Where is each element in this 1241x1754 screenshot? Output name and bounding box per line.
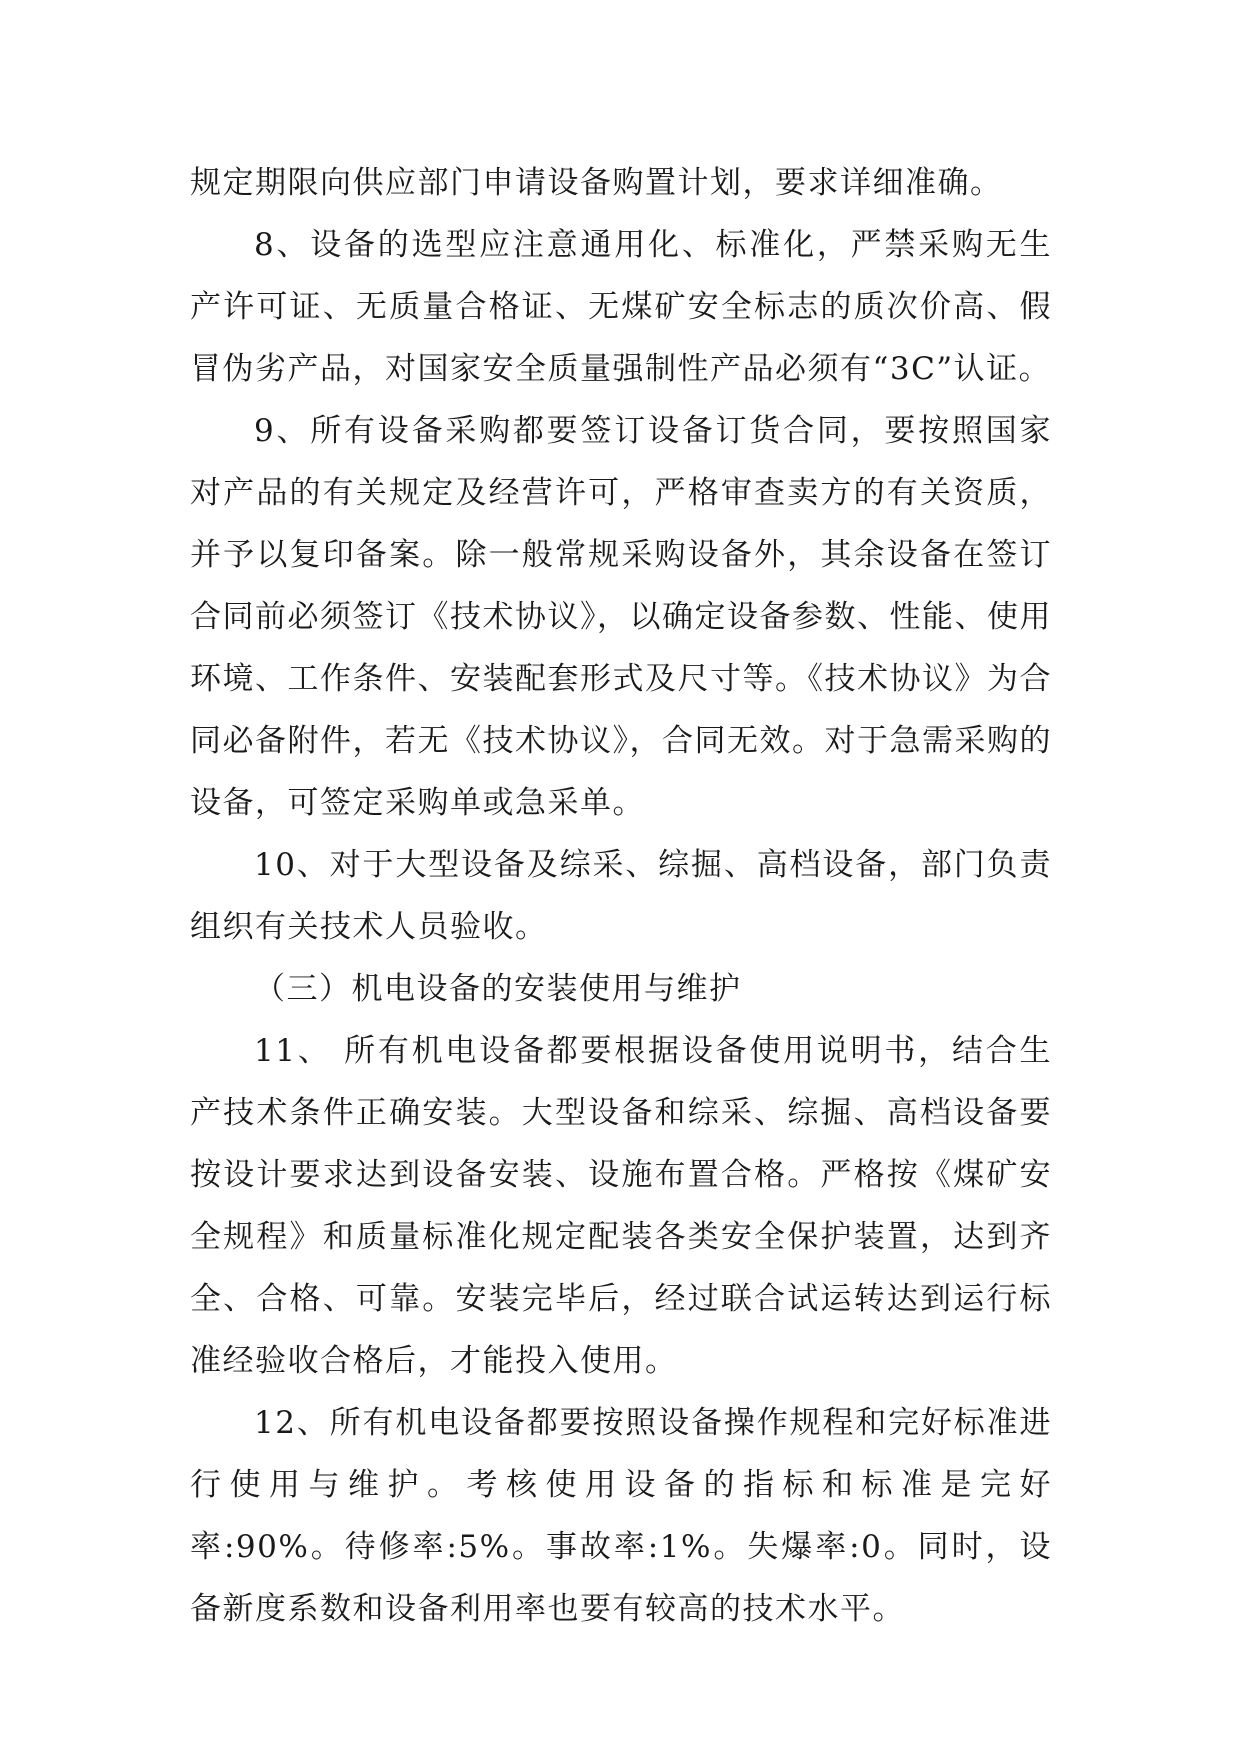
paragraph-continuation: 规定期限向供应部门申请设备购置计划，要求详细准确。 — [190, 165, 1003, 201]
paragraph-item-9: 9、所有设备采购都要签订设备订货合同，要按照国家对产品的有关规定及经营许可，严格审查卖方的有关资质，并予以复印备案。除一般常规采购设备外，其余设备在签订合同前必须签订《技术协议》，以确定设备参数、性能、使用环境、工作条件、安装配套形式及尺寸等。《技术协议》为合同必备附件，若无《技术协议》，合同无效。对于急需采购的设备，可签定采购单或急采单。 — [190, 413, 1052, 821]
document-body — [190, 152, 1052, 1640]
paragraph-item-12: 12、所有机电设备都要按照设备操作规程和完好标准进行使用与维护。考核使用设备的指标和标准是完好率:90%。待修率:5%。事故率:1%。失爆率:0。同时，设备新度系数和设备利用率也要有较高的技术水平。 — [190, 1405, 1052, 1627]
paragraph-item-10: 10、对于大型设备及综采、综掘、高档设备，部门负责组织有关技术人员验收。 — [190, 847, 1052, 945]
section-heading: （三）机电设备的安装使用与维护 — [254, 971, 742, 1007]
paragraph-item-11: 11、 所有机电设备都要根据设备使用说明书，结合生产技术条件正确安装。大型设备和综采、综掘、高档设备要按设计要求达到设备安装、设施布置合格。严格按《煤矿安全规程》和质量标准化规定配装各类安全保护装置，达到齐全、合格、可靠。安装完毕后，经过联合试运转达到运行标准经验收合格后，才能投入使用。 — [190, 1033, 1052, 1379]
paragraph-item-8: 8、设备的选型应注意通用化、标准化，严禁采购无生产许可证、无质量合格证、无煤矿安全标志的质次价高、假冒伪劣产品，对国家安全质量强制性产品必须有“3C”认证。 — [190, 227, 1052, 387]
